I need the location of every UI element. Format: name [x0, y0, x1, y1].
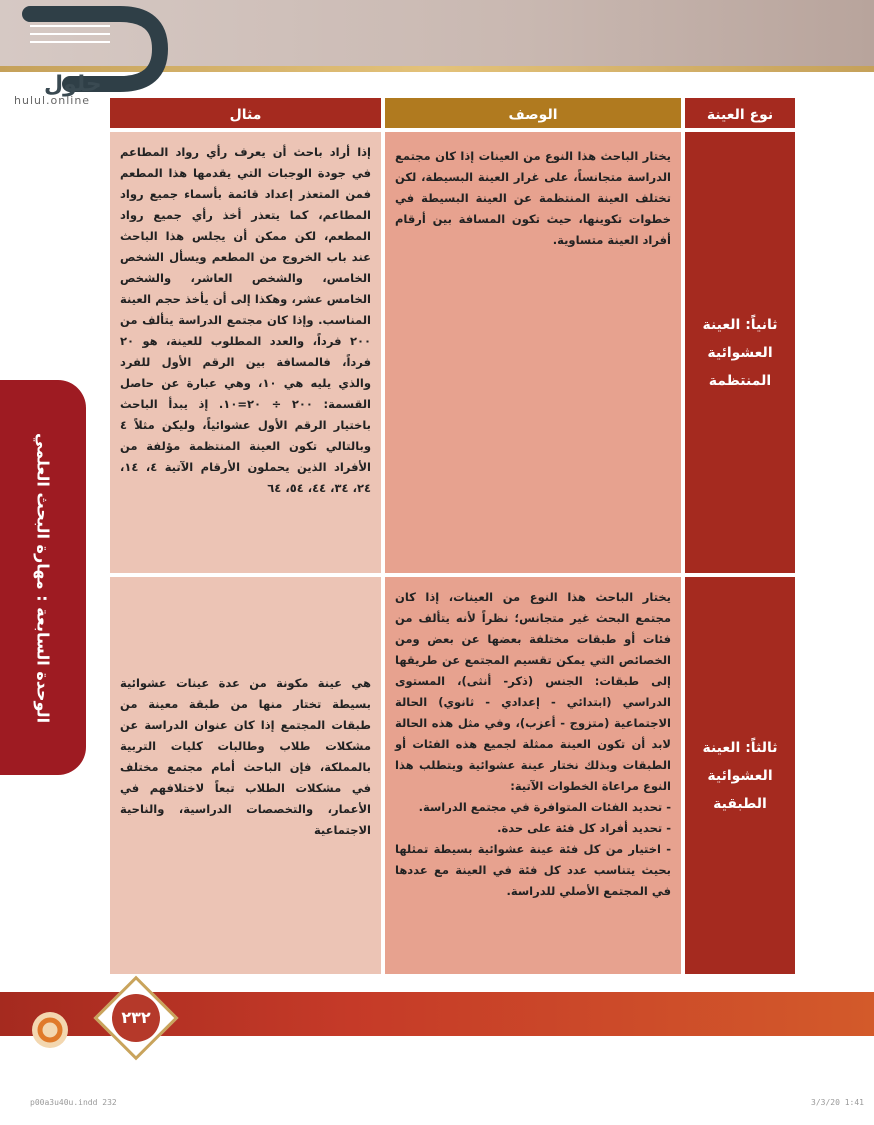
footer-logo-icon: [20, 1008, 80, 1052]
row2-step-3: - اختيار من كل فئة عينة عشوائية بسيطة تمثلها بحيث يتناسب عدد كل فئة في العينة مع عددها في المجتمع الأصلي للدراسة.: [395, 842, 671, 898]
brand-name: حلول: [44, 72, 102, 97]
row2-type-label: ثالثاً: العينة العشوائية الطبقية: [702, 739, 778, 812]
row1-example: إذا أراد باحث أن يعرف رأي رواد المطاعم في جودة الوجبات التي يقدمها هذا المطعم فمن المتعذر إعداد قائمة بأسماء جميع رواد المطاعم، كما يتعذر أخذ رأي جميع رواد المطعم، لكن ممكن أن يجلس هذا الباحث عند باب الخروج من المطعم ويسأل الشخص الخامس، والشخص العاشر، والشخص الخامس عشر، وهكذا إلى أن يأخذ حجم العينة المناسب. وإذا كان مجتمع الدراسة يتألف من ٢٠٠ فرداً، والعدد المطلوب للعينة، هو ٢٠ فرداً، فالمسافة بين الرقم الأول للفرد والذي يليه هي ١٠، وهي عبارة عن حاصل القسمة: ٢٠٠ ÷ ٢٠=١٠. إذ يبدأ الباحث باختيار الرقم الأول عشوائياً، وليكن مثلاً ٤ وبالتالي تكون العينة المنتظمة مؤلفة من الأفراد الذين يحملون الأرقام الآتية ٤، ١٤، ٢٤، ٣٤، ٤٤، ٥٤، ٦٤: [108, 130, 383, 575]
row2-step-2: - تحديد أفراد كل فئة على حدة.: [497, 821, 671, 835]
row1-type: [683, 130, 797, 575]
unit-title: الوحدة السابعة : مهارة البحث العلمي: [33, 432, 53, 723]
unit-side-tab: [0, 380, 86, 775]
header-type: نوع العينة: [683, 96, 797, 130]
sampling-table: [108, 96, 797, 976]
row2-step-1: - تحديد الفئات المتوافرة في مجتمع الدراسة.: [418, 800, 671, 814]
print-mark-right: 3/3/20 1:41: [811, 1098, 864, 1107]
header-example: مثال: [108, 96, 383, 130]
header-description: الوصف: [383, 96, 683, 130]
brand-url: hulul.online: [14, 94, 91, 107]
row2-type: [683, 575, 797, 976]
row1-type-label: ثانياً: العينة العشوائية المنتظمة: [702, 316, 778, 389]
row2-description: يختار الباحث هذا النوع من العينات، إذا كان مجتمع البحث غير متجانس؛ نظراً لأنه يتألف من فئات أو طبقات مختلفة بعضها عن بعض ومن الخصائص التي يمكن تقسيم المجتمع عن طريقها إلى طبقات: الجنس (ذكر- أنثى)، المستوى الدراسي (ابتدائي - إعدادي - ثانوي) الحالة الاجتماعية (متزوج - أعزب)، وفي مثل هذه الحالة لابد أن تكون العينة ممثلة لجميع هذه الفئات أو الطبقات وبذلك نختار عينة عشوائية ويتطلب هذا النوع مراعاة الخطوات الآتية:: [395, 590, 671, 793]
page-number: ٢٣٢: [112, 994, 160, 1042]
row2-example: هي عينة مكونة من عدة عينات عشوائية بسيطة تختار منها من طبقة معينة من طبقات المجتمع إذا كان عنوان الدراسة عن مشكلات طلاب وطالبات كليات التربية بالمملكة، فإن الباحث أمام مجتمع مختلف في مشكلات الطلاب تبعاً لاختلافهم في الأعمار، والتخصصات الدراسية، والناحية الاجتماعية: [108, 575, 383, 976]
print-mark-left: p00a3u40u.indd 232: [30, 1098, 117, 1107]
row1-description: يختار الباحث هذا النوع من العينات إذا كان مجتمع الدراسة متجانساً، على غرار العينة البسيطة، لكن تختلف العينة المنتظمة عن العينة البسيطة في خطوات تكوينها، حيث تكون المسافة بين أرقام أفراد العينة متساوية.: [383, 130, 683, 575]
row2-description-cell: [383, 575, 683, 976]
